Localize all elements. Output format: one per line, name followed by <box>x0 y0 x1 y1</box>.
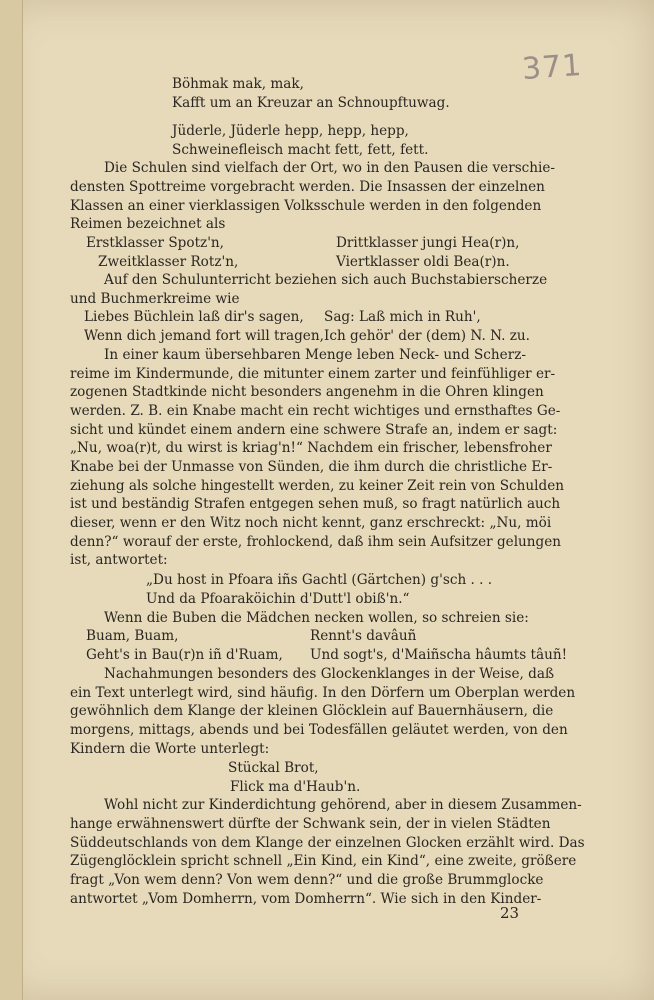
rhyme-left: Wenn dich jemand fort will tragen, <box>84 328 324 344</box>
rhyme-left: Buam, Buam, <box>86 628 179 644</box>
paragraph-line: Kindern die Worte unterlegt: <box>70 741 270 757</box>
paragraph-line: dieser, wenn er den Witz noch nicht kennt, ganz erschreckt: „Nu, möi <box>70 515 552 531</box>
paragraph-line: Zügenglöcklein spricht schnell „Ein Kind, ein Kind“, eine zweite, größere <box>70 853 577 869</box>
paragraph-line: zogenen Stadtkinde nicht besonders angenehm in die Ohren klingen <box>70 384 544 400</box>
rhyme-right: Ich gehör' der (dem) N. N. zu. <box>324 328 531 344</box>
paragraph-line: Wenn die Buben die Mädchen necken wollen, so schreien sie: <box>104 610 529 626</box>
paragraph-line: Knabe bei der Unmasse von Sünden, die ihm durch die christliche Er- <box>70 459 553 475</box>
verse-line: Flick ma d'Haub'n. <box>230 779 361 795</box>
paragraph-line: densten Spottreime vorgebracht werden. Die Insassen der einzelnen <box>70 179 545 195</box>
verse-line: Böhmak mak, mak, <box>172 76 304 92</box>
paragraph-line: sicht und kündet einem andern eine schwere Strafe an, indem er sagt: <box>70 422 558 438</box>
paragraph-line: morgens, mittags, abends und bei Todesfällen geläutet werden, von den <box>70 722 568 738</box>
rhyme-right: Sag: Laß mich in Ruh', <box>324 309 481 325</box>
paragraph-line: reime im Kindermunde, die mitunter einem zarter und feinfühliger er- <box>70 366 556 382</box>
paragraph-line: ziehung als solche hingestellt werden, zu keiner Zeit rein von Schulden <box>70 478 565 494</box>
paragraph-line: antwortet „Vom Domherrn, vom Domherrn“. Wie sich in den Kinder- <box>70 891 542 907</box>
rhyme-left: Liebes Büchlein laß dir's sagen, <box>84 309 304 325</box>
rhyme-right: Drittklasser jungi Hea(r)n, <box>336 235 520 251</box>
paragraph-line: gewöhnlich dem Klange der kleinen Glöcklein auf Bauernhäusern, die <box>70 703 554 719</box>
paragraph-line: hange erwähnenswert dürfte der Schwank sein, der in vielen Städten <box>70 816 551 832</box>
page-number: 23 <box>500 904 520 922</box>
paragraph-line: Nachahmungen besonders des Glockenklanges in der Weise, daß <box>104 666 555 682</box>
rhyme-left: Zweitklasser Rotz'n, <box>98 254 239 270</box>
paragraph-line: Die Schulen sind vielfach der Ort, wo in den Pausen die verschie- <box>104 160 556 176</box>
handwritten-folio-number: 371 <box>520 47 584 88</box>
rhyme-right: Rennt's davâuñ <box>310 628 417 644</box>
verse-line: Jüderle, Jüderle hepp, hepp, hepp, <box>172 123 409 139</box>
verse-line: Schweinefleisch macht fett, fett, fett. <box>172 142 429 158</box>
paragraph-line: ist und beständig Strafen entgegen sehen muß, so fragt natürlich auch <box>70 496 561 512</box>
rhyme-left: Geht's in Bau(r)n iñ d'Ruam, <box>86 647 283 663</box>
paragraph-line: ist, antwortet: <box>70 552 168 568</box>
paragraph-line: „Nu, woa(r)t, du wirst is kriag'n!“ Nachdem ein frischer, lebensfroher <box>70 440 552 456</box>
binding-gutter <box>0 0 23 1000</box>
paragraph-line: werden. Z. B. ein Knabe macht ein recht wichtiges und ernsthaftes Ge- <box>70 403 561 419</box>
verse-line: Und da Pfoaraköichin d'Dutt'l obiß'n.“ <box>146 591 410 607</box>
paragraph-line: Süddeutschlands von dem Klange der einzelnen Glocken erzählt wird. Das <box>70 835 585 851</box>
rhyme-left: Erstklasser Spotz'n, <box>86 235 225 251</box>
paragraph-line: Reimen bezeichnet als <box>70 216 226 232</box>
verse-line: Kafft um an Kreuzar an Schnoupftuwag. <box>172 95 450 111</box>
rhyme-right: Und sogt's, d'Maiñscha hâumts tâuñ! <box>310 647 568 663</box>
paragraph-line: In einer kaum übersehbaren Menge leben Neck- und Scherz- <box>104 347 526 363</box>
verse-line: Stückal Brot, <box>228 760 319 776</box>
rhyme-right: Viertklasser oldi Bea(r)n. <box>336 254 510 270</box>
paragraph-line: ein Text unterlegt wird, sind häufig. In den Dörfern um Oberplan werden <box>70 685 576 701</box>
verse-line: „Du host in Pfoara iñs Gachtl (Gärtchen) g'sch . . . <box>146 572 493 588</box>
paragraph-line: denn?“ worauf der erste, frohlockend, daß ihm sein Aufsitzer gelungen <box>70 534 562 550</box>
paragraph-line: Auf den Schulunterricht beziehen sich auch Buchstabierscherze <box>104 272 548 288</box>
paragraph-line: Klassen an einer vierklassigen Volksschule werden in den folgenden <box>70 198 542 214</box>
paragraph-line: fragt „Von wem denn? Von wem denn?“ und die große Brummglocke <box>70 872 544 888</box>
paragraph-line: und Buchmerkreime wie <box>70 291 240 307</box>
paragraph-line: Wohl nicht zur Kinderdichtung gehörend, aber in diesem Zusammen- <box>104 797 582 813</box>
